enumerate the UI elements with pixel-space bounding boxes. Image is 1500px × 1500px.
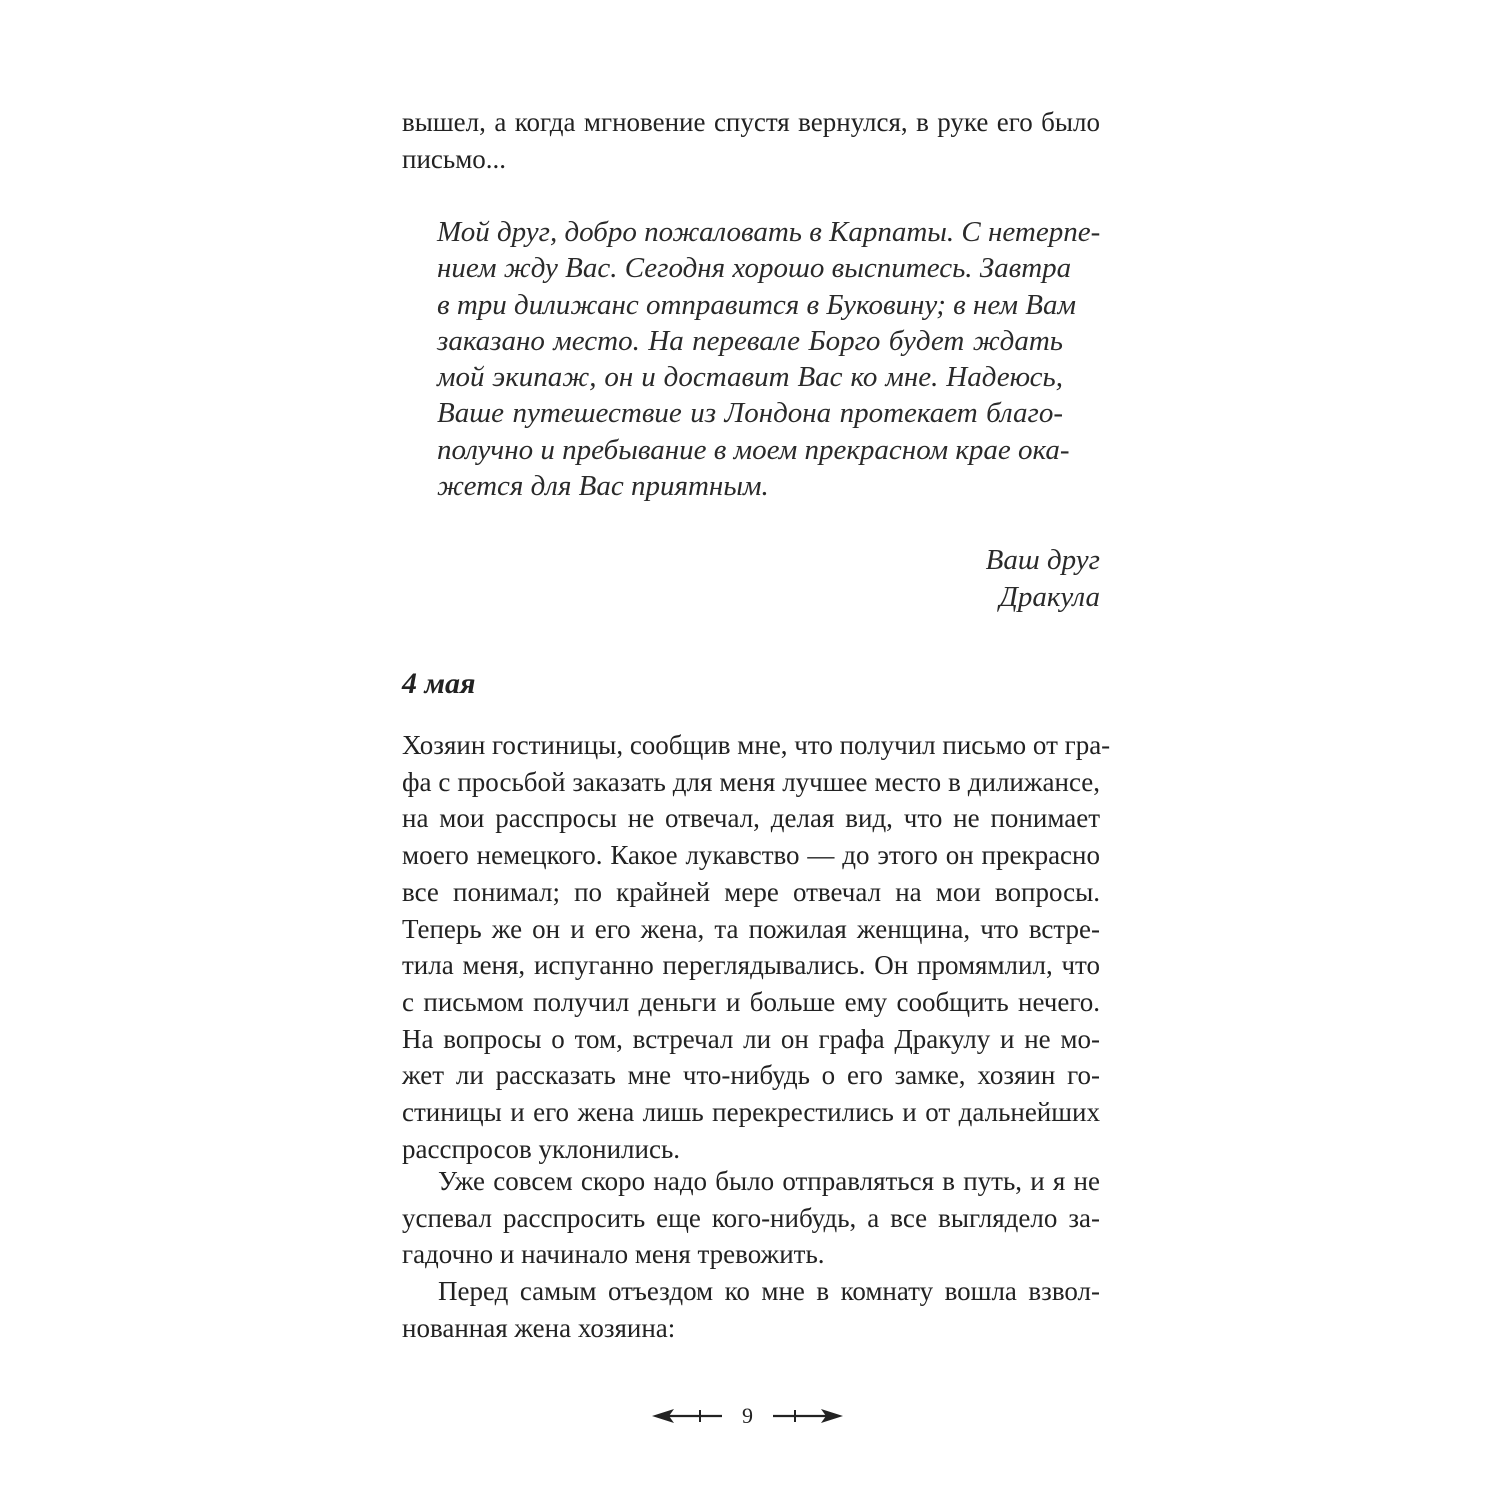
signature-name: Дракула [999,581,1100,613]
text-line: расспросов уклонились. [402,1133,681,1164]
text-line: гадочно и начинало меня тревожить. [402,1239,825,1270]
text-line: письмо... [402,143,507,174]
text-line: На вопросы о том, встречал ли он графа Дракулу и не мо- [402,1023,1100,1054]
letter-line: Мой друг, добро пожаловать в Карпаты. С нетерпе- [437,216,1101,248]
right-arrow-ornament-icon [770,1408,845,1424]
text-line: Уже совсем скоро надо было отправляться в путь, и я не [438,1166,1100,1196]
paragraph-3 [402,1273,1100,1346]
letter-line: мой экипаж, он и доставит Вас ко мне. Надеюсь, [437,361,1063,394]
left-arrow-ornament-icon [650,1408,725,1424]
text-line: с письмом получил деньги и больше ему сообщить нечего. [402,986,1100,1017]
letter-signature [880,542,1100,616]
entry-date-heading: 4 мая [402,667,476,700]
text-line: фа с просьбой заказать для меня лучшее место в дилижансе, [402,766,1100,797]
text-line: все понимал; по крайней мере отвечал на мои вопросы. [402,876,1100,907]
letter-block [437,214,1101,504]
intro-paragraph [402,104,1100,177]
text-line: моего немецкого. Какое лукавство — до этого он прекрасно [402,840,1100,871]
text-line: нованная жена хозяина: [402,1312,676,1343]
text-line: Перед самым отъездом ко мне в комнату вошла взвол- [438,1276,1100,1306]
main-paragraph [402,727,1111,1167]
letter-line: Ваше путешествие из Лондона протекает благо- [437,397,1063,430]
text-line: Хозяин гостиницы, сообщив мне, что получил письмо от гра- [402,730,1111,760]
letter-line: заказано место. На перевале Борго будет ждать [437,324,1063,357]
text-line: вышел, а когда мгновение спустя вернулся, в руке его было [402,107,1100,137]
page-footer [650,1402,850,1432]
text-line: успевал расспросить еще кого-нибудь, а все выглядело за- [402,1202,1100,1233]
text-line: стиницы и его жена лишь перекрестились и от дальнейших [402,1097,1100,1128]
letter-line: нием жду Вас. Сегодня хорошо выспитесь. Завтра [437,252,1072,285]
text-line: на мои расспросы не отвечал, делая вид, что не понимает [402,803,1100,834]
page-number: 9 [742,1403,753,1428]
text-line: жет ли рассказать мне что-нибудь о его замке, хозяин го- [402,1060,1100,1091]
signature-closing: Ваш друг [985,544,1100,576]
letter-line: в три дилижанс отправится в Буковину; в нем Вам [437,288,1076,321]
letter-line: жется для Вас приятным. [437,470,769,503]
letter-line: получно и пребывание в моем прекрасном крае ока- [437,433,1070,466]
text-line: тила меня, испуганно переглядывались. Он промямлил, что [402,950,1100,981]
paragraph-2 [402,1163,1100,1273]
text-line: Теперь же он и его жена, та пожилая женщина, что встре- [402,913,1100,944]
